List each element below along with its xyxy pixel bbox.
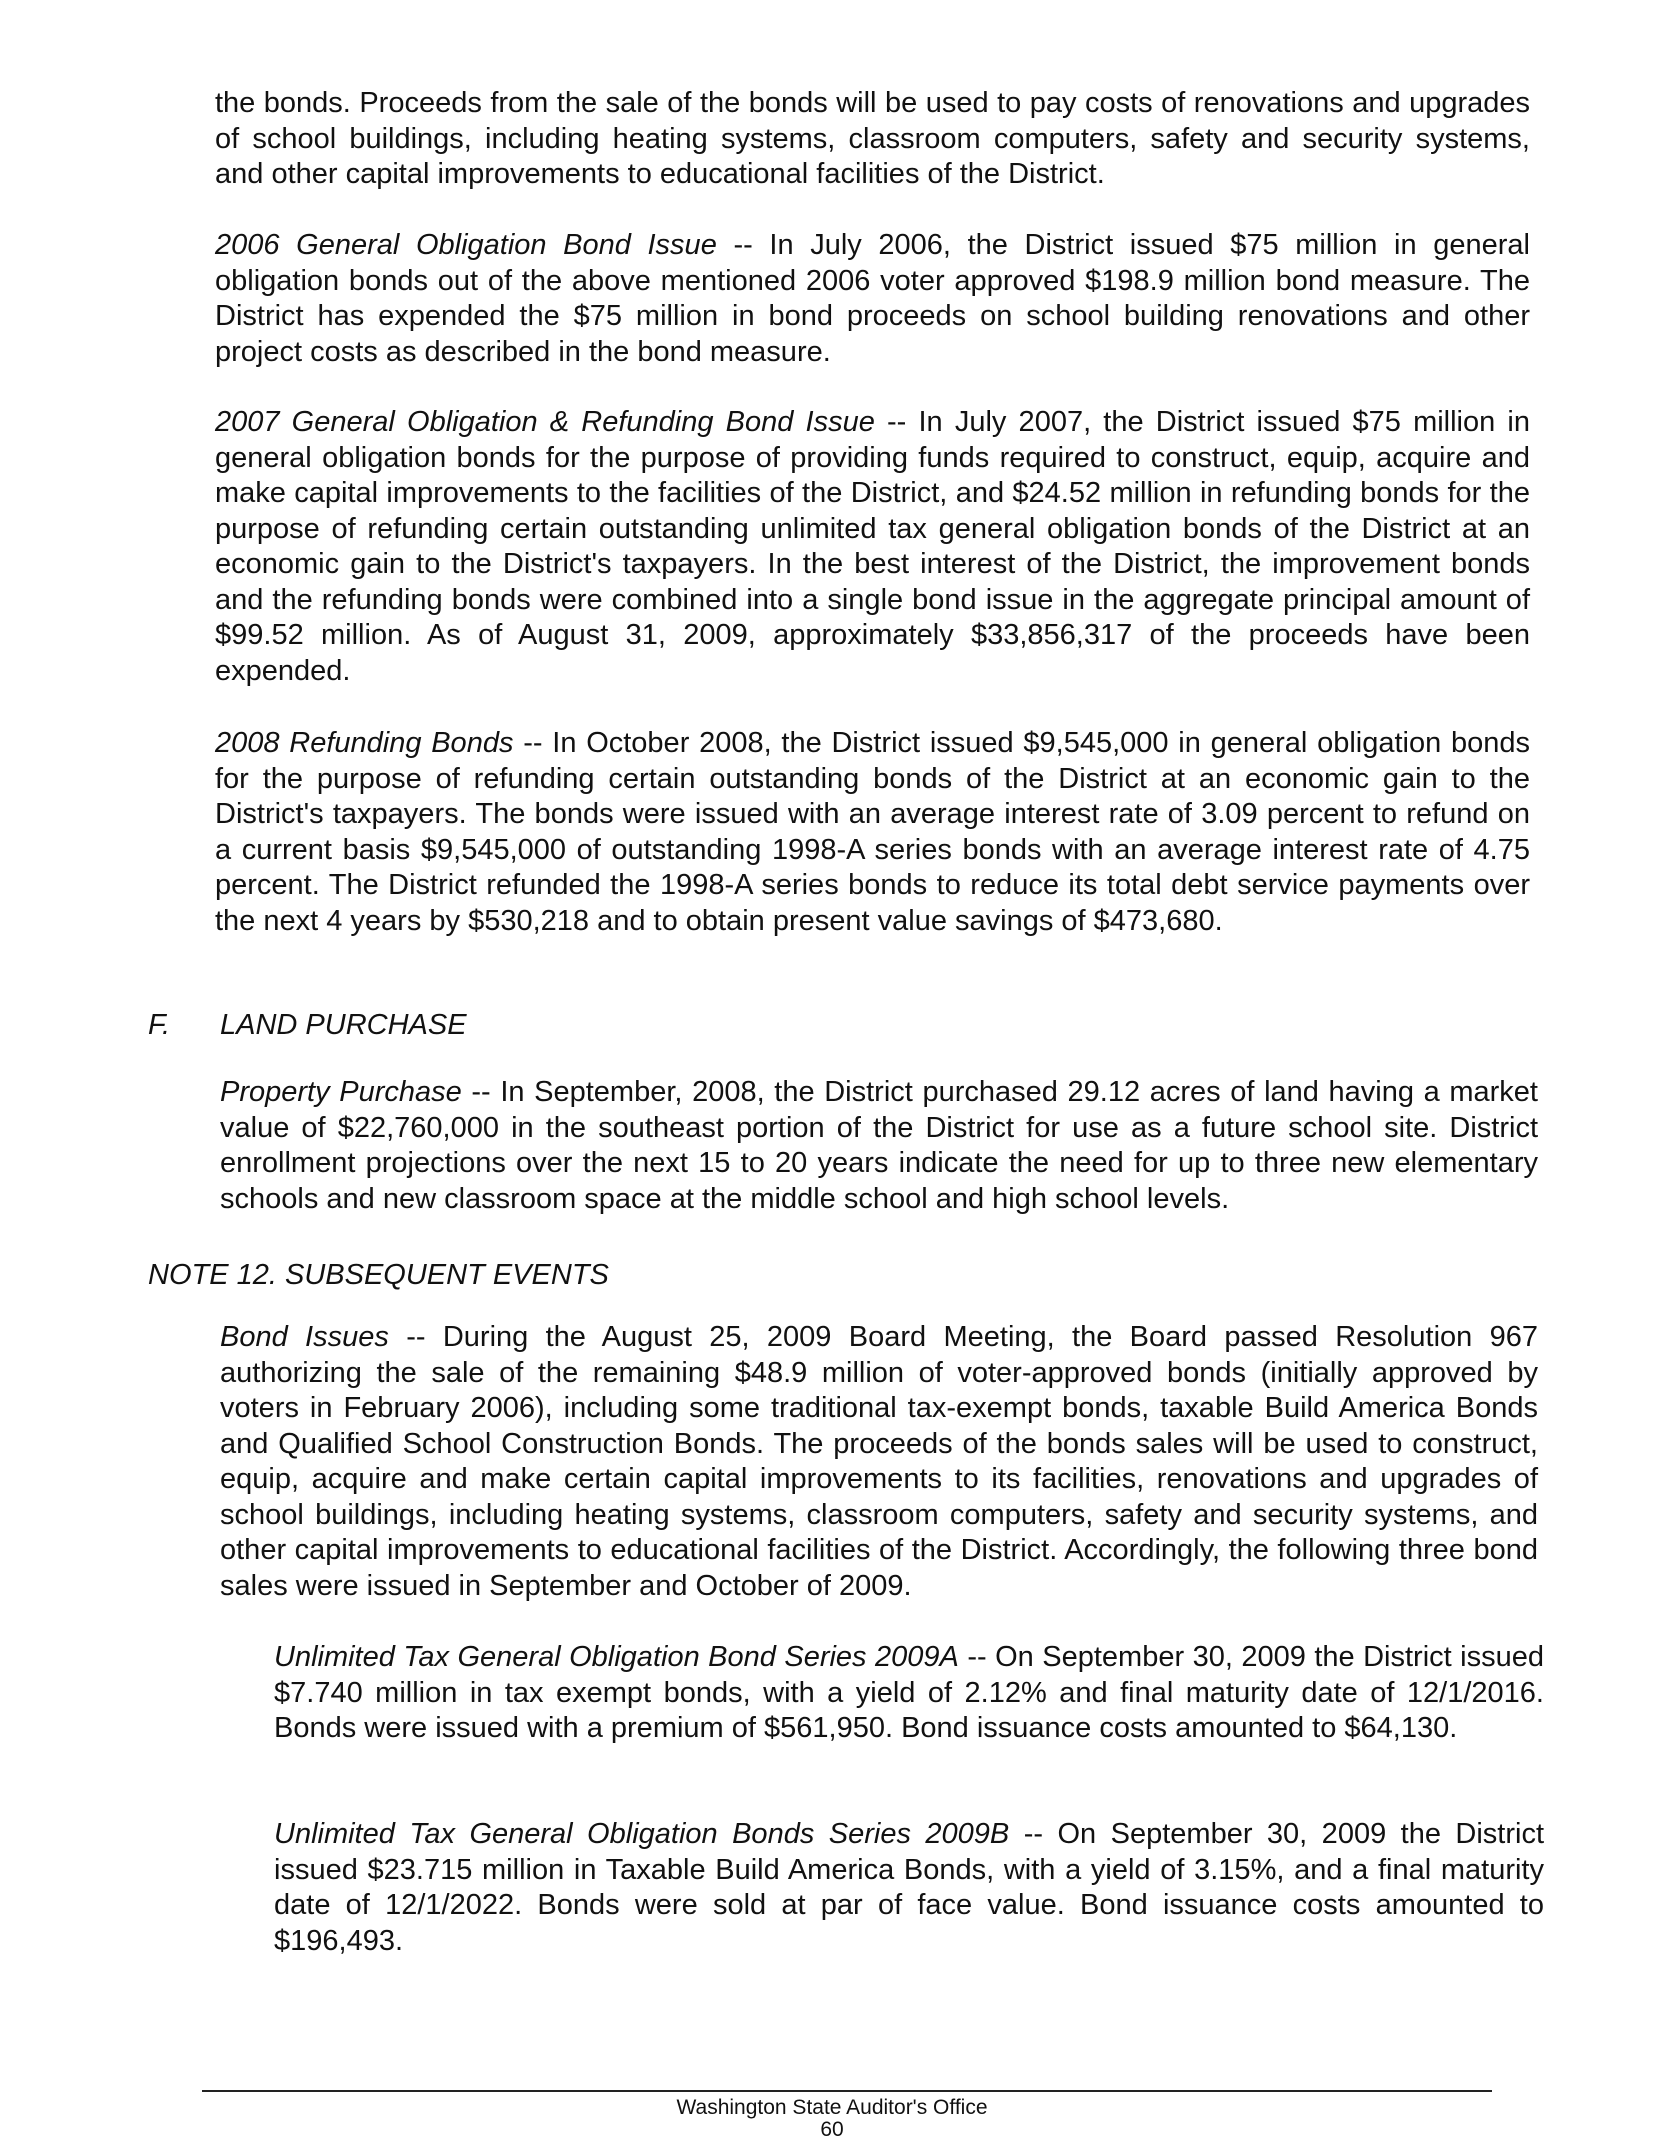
paragraph-lead: Unlimited Tax General Obligation Bond Series 2009A — [274, 1641, 959, 1673]
paragraph-2008-refunding-bonds — [215, 726, 1530, 939]
paragraph-text: -- In September, 2008, the District purchased 29.12 acres of land having a market value of $22,760,000 in the southeast portion of the District for use as a future school site. District enrollment projections over the next 15 to 20 years indicate the need for up to three new elementary schools and new classroom space at the middle school and high school levels. — [220, 1076, 1538, 1215]
paragraph-text: -- In October 2008, the District issued $9,545,000 in general obligation bonds for the purpose of refunding certain outstanding bonds of the District at an economic gain to the District's taxpayers. The bonds were issued with an average interest rate of 3.09 percent to refund on a current basis $9,545,000 of outstanding 1998-A series bonds with an average interest rate of 4.75 percent. The District refunded the 1998-A series bonds to reduce its total debt service payments over the next 4 years by $530,218 and to obtain present value savings of $473,680. — [215, 727, 1530, 937]
paragraph-property-purchase — [220, 1075, 1538, 1217]
section-f-heading: LAND PURCHASE — [220, 1009, 467, 1041]
footer-office: Washington State Auditor's Office — [676, 2096, 988, 2119]
paragraph-text: -- On September 30, 2009 the District issued $23.715 million in Taxable Build America Bonds, with a yield of 3.15%, and a final maturity date of 12/1/2022. Bonds were sold at par of face value. Bond issuance costs amounted to $196,493. — [274, 1818, 1545, 1957]
paragraph-text: -- During the August 25, 2009 Board Meeting, the Board passed Resolution 967 authorizing the sale of the remaining $48.9 million of voter-approved bonds (initially approved by voters in February 2006), including some traditional tax-exempt bonds, taxable Build America Bonds and Qualified School Construction Bonds. The proceeds of the bonds sales will be used to construct, equip, acquire and make certain capital improvements to its facilities, renovations and upgrades of school buildings, including heating systems, classroom computers, safety and security systems, and other capital improvements to educational facilities of the District. Accordingly, the following three bond sales were issued in September and October of 2009. — [220, 1321, 1538, 1602]
paragraph-lead: Unlimited Tax General Obligation Bonds Series 2009B — [274, 1818, 1010, 1850]
note-12-heading: NOTE 12. SUBSEQUENT EVENTS — [148, 1259, 609, 1291]
paragraph-lead: Property Purchase — [220, 1076, 462, 1108]
paragraph-bond-proceeds — [215, 86, 1530, 193]
paragraph-text: -- In July 2006, the District issued $75 million in general obligation bonds out of the above mentioned 2006 voter approved $198.9 million bond measure. The District has expended the $75 million in bond proceeds on school building renovations and other project costs as described in the bond measure. — [215, 229, 1530, 368]
paragraph-series-2009b — [274, 1817, 1544, 1959]
paragraph-text: -- In July 2007, the District issued $75 million in general obligation bonds for the purpose of providing funds required to construct, equip, acquire and make capital improvements to the facilities of the District, and $24.52 million in refunding bonds for the purpose of refunding certain outstanding unlimited tax general obligation bonds of the District at an economic gain to the District's taxpayers. In the best interest of the District, the improvement bonds and the refunding bonds were combined into a single bond issue in the aggregate principal amount of $99.52 million. As of August 31, 2009, approximately $33,856,317 of the proceeds have been expended. — [215, 406, 1530, 687]
paragraph-series-2009a — [274, 1640, 1544, 1747]
paragraph-lead: 2007 General Obligation & Refunding Bond Issue — [215, 406, 875, 438]
footer-page-number: 60 — [820, 2118, 844, 2141]
paragraph-lead: 2008 Refunding Bonds — [215, 727, 514, 759]
paragraph-lead: Bond Issues — [220, 1321, 389, 1353]
section-f-letter: F. — [148, 1009, 171, 1041]
footer-divider — [202, 2090, 1492, 2092]
paragraph-lead: 2006 General Obligation Bond Issue — [215, 229, 717, 261]
paragraph-text: the bonds. Proceeds from the sale of the bonds will be used to pay costs of renovations and upgrades of school buildings, including heating systems, classroom computers, safety and security systems, and other capital improvements to educational facilities of the District. — [215, 87, 1530, 190]
paragraph-2006-bond-issue — [215, 228, 1530, 370]
paragraph-text: -- On September 30, 2009 the District issued $7.740 million in tax exempt bonds, with a yield of 2.12% and final maturity date of 12/1/2016. Bonds were issued with a premium of $561,950. Bond issuance costs amounted to $64,130. — [274, 1641, 1544, 1744]
paragraph-2007-bond-issue — [215, 405, 1530, 689]
paragraph-bond-issues — [220, 1320, 1538, 1604]
